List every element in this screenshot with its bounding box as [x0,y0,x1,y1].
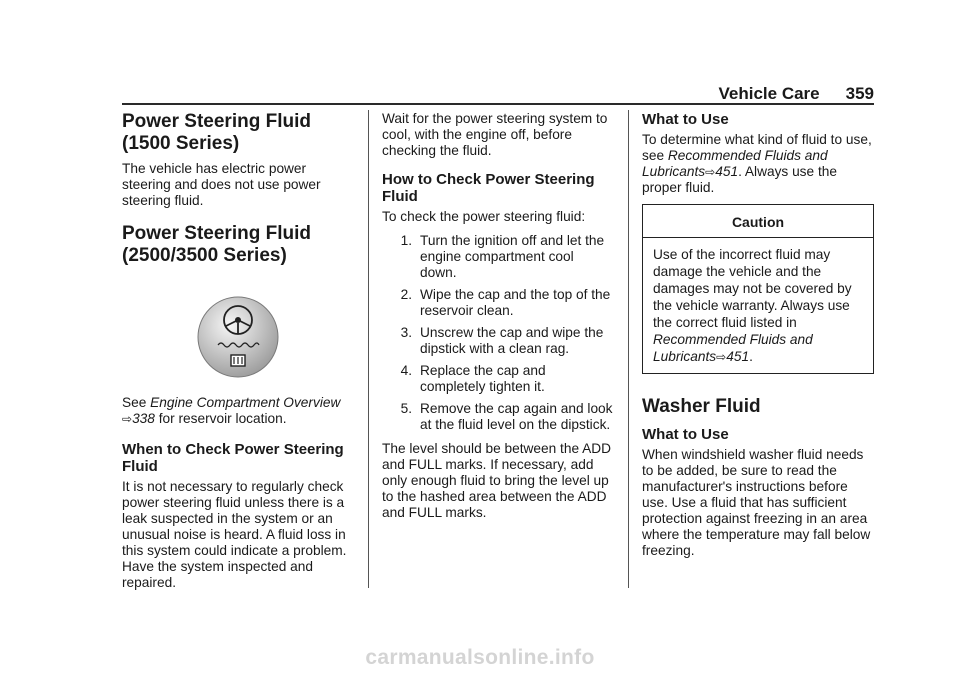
xref-page[interactable]: 338 [132,411,155,426]
column-left [122,111,354,599]
section-title: Vehicle Care [718,84,820,103]
caution-title: Caution [643,205,873,238]
see-reference: See Engine Compartment Overview ⇨338 for reservoir location. [122,395,341,426]
paragraph: Wait for the power steering system to cool, with the engine off, before checking the fluid. [382,111,608,158]
list-item: 3. Unscrew the cap and wipe the dipstick with a clean rag. [400,325,604,356]
xref-page[interactable]: 451 [726,349,750,364]
paragraph: The level should be between the ADD and FULL marks. If necessary, add only enough fluid to bring the level up to the hashed area between the ADD and FULL marks. [382,441,612,520]
header-rule [122,103,874,105]
xref-link[interactable]: Engine Compartment Overview [150,395,341,410]
heading-ps-1500: Power Steering Fluid (1500 Series) [122,111,311,154]
watermark: carmanualsonline.info [365,646,595,669]
steps-intro: To check the power steering fluid: [382,209,586,224]
xref-link[interactable]: Recommended Fluids and Lubricants [653,332,813,364]
list-item: 2. Wipe the cap and the top of the reservoir clean. [400,287,611,318]
heading-when-to-check: When to Check Power Steering Fluid [122,441,344,475]
page-arrow-icon: ⇨ [705,165,716,179]
xref-link[interactable]: Recommended Fluids and Lubricants [642,148,828,179]
caution-body: Use of the incorrect fluid may damage the vehicle and the damages may not be covered by the vehicle warranty. Always use the correct fluid listed in Recommended Fluids and Lubricants⇨451. [653,247,852,364]
heading-what-to-use-washer: What to Use [642,426,729,443]
paragraph: When windshield washer fluid needs to be added, be sure to read the manufacturer's instructions before use. Use a fluid that has sufficient protection against freezing in an area where the temperature may fall below freezing. [642,447,871,558]
column-middle [382,111,614,529]
list-item: 5. Remove the cap again and look at the fluid level on the dipstick. [400,401,613,432]
paragraph: It is not necessary to regularly check power steering fluid unless there is a leak suspected in the system or an unusual noise is heard. A fluid loss in this system could indicate a problem. Have the system inspected and repaired. [122,479,347,590]
paragraph: To determine what kind of fluid to use, see Recommended Fluids and Lubricants⇨451. Always use the proper fluid. [642,132,872,195]
steps-list [382,233,614,433]
heading-washer-fluid: Washer Fluid [642,396,761,417]
page-header [122,84,874,104]
xref-page[interactable]: 451 [715,164,739,179]
column-right [642,111,874,567]
power-steering-reservoir-cap-icon [122,295,354,379]
page-number: 359 [845,84,874,103]
list-item: 4. Replace the cap and completely tighten it. [400,363,546,394]
caution-box [642,204,874,374]
heading-what-to-use: What to Use [642,111,729,128]
heading-how-to-check: How to Check Power Steering Fluid [382,171,595,205]
page-arrow-icon: ⇨ [122,412,133,426]
heading-ps-2500: Power Steering Fluid (2500/3500 Series) [122,223,311,266]
page-arrow-icon: ⇨ [716,350,727,364]
column-divider [628,110,629,588]
column-divider [368,110,369,588]
list-item: 1. Turn the ignition off and let the engine compartment cool down. [400,233,605,280]
paragraph: The vehicle has electric power steering and does not use power steering fluid. [122,161,321,208]
